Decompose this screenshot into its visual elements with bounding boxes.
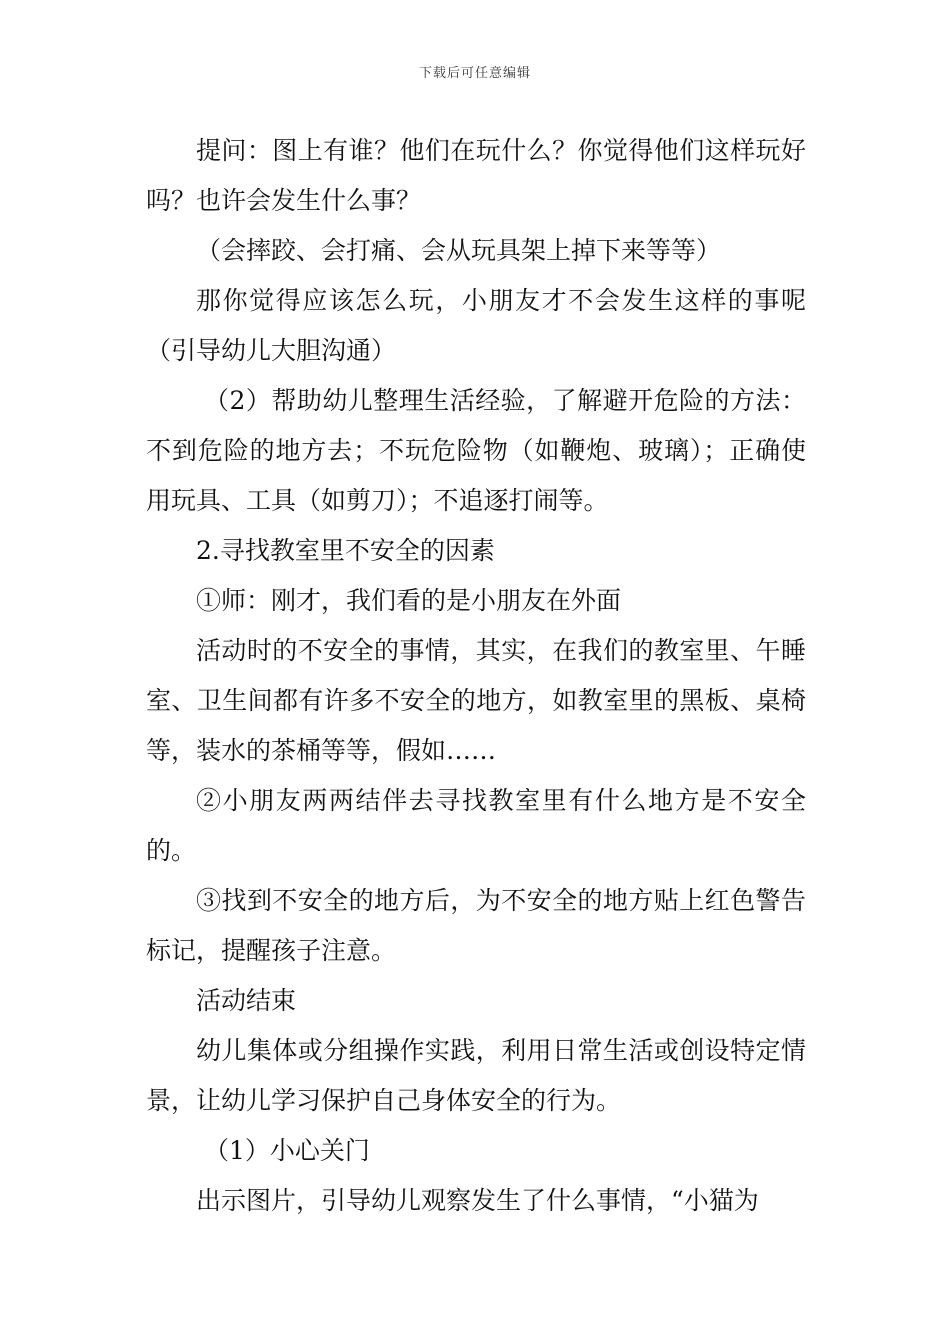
section-heading-activity-end: 活动结束 — [196, 986, 297, 1015]
paragraph-answers: （会摔跤、会打痛、会从玩具架上掉下来等等） — [196, 236, 722, 265]
document-body — [146, 126, 806, 1226]
paragraph-avoid-danger: （2）帮助幼儿整理生活经验，了解避开危险的方法：不到危险的地方去；不玩危险物（如鞭炮、玻璃）；正确使用玩具、工具（如剪刀）；不追逐打闹等。 — [146, 386, 806, 515]
page-header: 下载后可任意编辑 — [418, 66, 531, 81]
paragraph-practice: 幼儿集体或分组操作实践，利用日常生活或创设特定情景，让幼儿学习保护自己身体安全的行为。 — [146, 1036, 806, 1115]
paragraph-teacher: ①师：刚才，我们看的是小朋友在外面 — [196, 586, 622, 615]
paragraph-show-picture: 出示图片，引导幼儿观察发生了什么事情，“小猫为 — [196, 1186, 759, 1215]
paragraph-pair-search: ②小朋友两两结伴去寻找教室里有什么地方是不安全的。 — [146, 786, 806, 865]
paragraph-unsafe-places: 活动时的不安全的事情，其实，在我们的教室里、午睡室、卫生间都有许多不安全的地方，如教室里的黑板、桌椅等，装水的茶桶等等，假如…… — [146, 636, 806, 765]
subheading-close-door: （1）小心关门 — [204, 1136, 370, 1165]
section-heading-classroom: 2.寻找教室里不安全的因素 — [196, 536, 495, 565]
paragraph-warning-marks: ③找到不安全的地方后，为不安全的地方贴上红色警告标记，提醒孩子注意。 — [146, 886, 806, 965]
paragraph-how-to-play: 那你觉得应该怎么玩，小朋友才不会发生这样的事呢（引导幼儿大胆沟通） — [146, 286, 806, 365]
paragraph-question: 提问：图上有谁？他们在玩什么？你觉得他们这样玩好吗？也许会发生什么事？ — [146, 136, 806, 215]
